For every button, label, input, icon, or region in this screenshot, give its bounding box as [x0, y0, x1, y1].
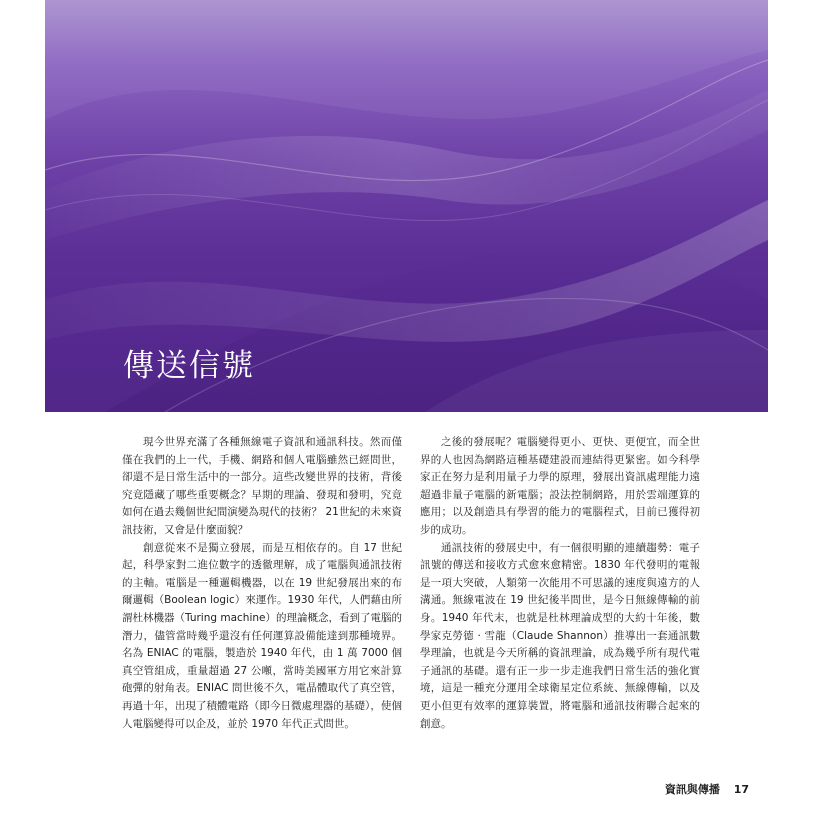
paragraph: 之後的發展呢？電腦變得更小、更快、更便宜，而全世界的人也因為網路這種基礎建設而連結得更緊密。如今科學家正在努力是利用量子力學的原理，發展出資訊處理能力遠超過非量子電腦的新電腦；設法控制網路，用於雲端運算的應用；以及創造具有學習的能力的電腦程式，目前已獲得初步的成功。	[420, 436, 700, 536]
text-column-right	[420, 434, 700, 733]
paragraph: 創意從來不是獨立發展，而是互相依存的。自 17 世紀起，科學家對二進位數字的透徹理解，成了電腦與通訊技術的主軸。電腦是一種邏輯機器，以在 19 世紀發展出來的布爾邏輯（Boolean logic）來運作。1930 年代，人們藉由所謂杜林機器（Turing machine）的理論概念，看到了電腦的潛力，儘管當時幾乎還沒有任何運算設備能達到那種境界。名為 ENIAC 的電腦，製造於 1940 年代，由 1 萬 7000 個真空管組成，重量超過 27 公噸，當時美國軍方用它來計算砲彈的射角表。ENIAC 問世後不久，電晶體取代了真空管，再過十年，出現了積體電路（即今日微處理器的基礎），使個人電腦變得可以企及，並於 1970 年代正式問世。	[122, 541, 402, 730]
text-column-left	[122, 434, 402, 733]
page-number: 17	[733, 783, 749, 796]
section-name: 資訊與傳播	[664, 783, 720, 796]
paragraph: 現今世界充滿了各種無線電子資訊和通訊科技。然而僅僅在我們的上一代，手機、網路和個人電腦雖然已經問世，卻還不是日常生活中的一部分。這些改變世界的技術，背後究竟隱藏了哪些重要概念？早期的理論、發現和發明，究竟如何在過去幾個世紀間演變為現代的技術？ 21世紀的未來資訊技術，又會是什麼面貌？	[122, 436, 402, 536]
header-banner	[45, 0, 768, 412]
page-footer	[665, 781, 749, 797]
page-title: 傳送信號	[123, 348, 255, 384]
paragraph: 通訊技術的發展史中，有一個很明顯的連續趨勢：電子訊號的傳送和接收方式愈來愈精密。1830 年代發明的電報是一項大突破，人類第一次能用不可思議的速度與遠方的人溝通。無線電波在 19 世紀後半問世，是今日無線傳輸的前身。1940 年代末，也就是杜林理論成型的大約十年後，數學家克勞德 ‧ 雪龍（Claude Shannon）推導出一套通訊數學理論，也就是今天所稱的資訊理論，成為幾乎所有現代電子通訊的基礎。還有正一步一步走進我們日常生活的強化實境，這是一種充分運用全球衛星定位系統、無線傳輸，以及更小但更有效率的運算裝置，將電腦和通訊技術聯合起來的創意。	[420, 541, 700, 730]
